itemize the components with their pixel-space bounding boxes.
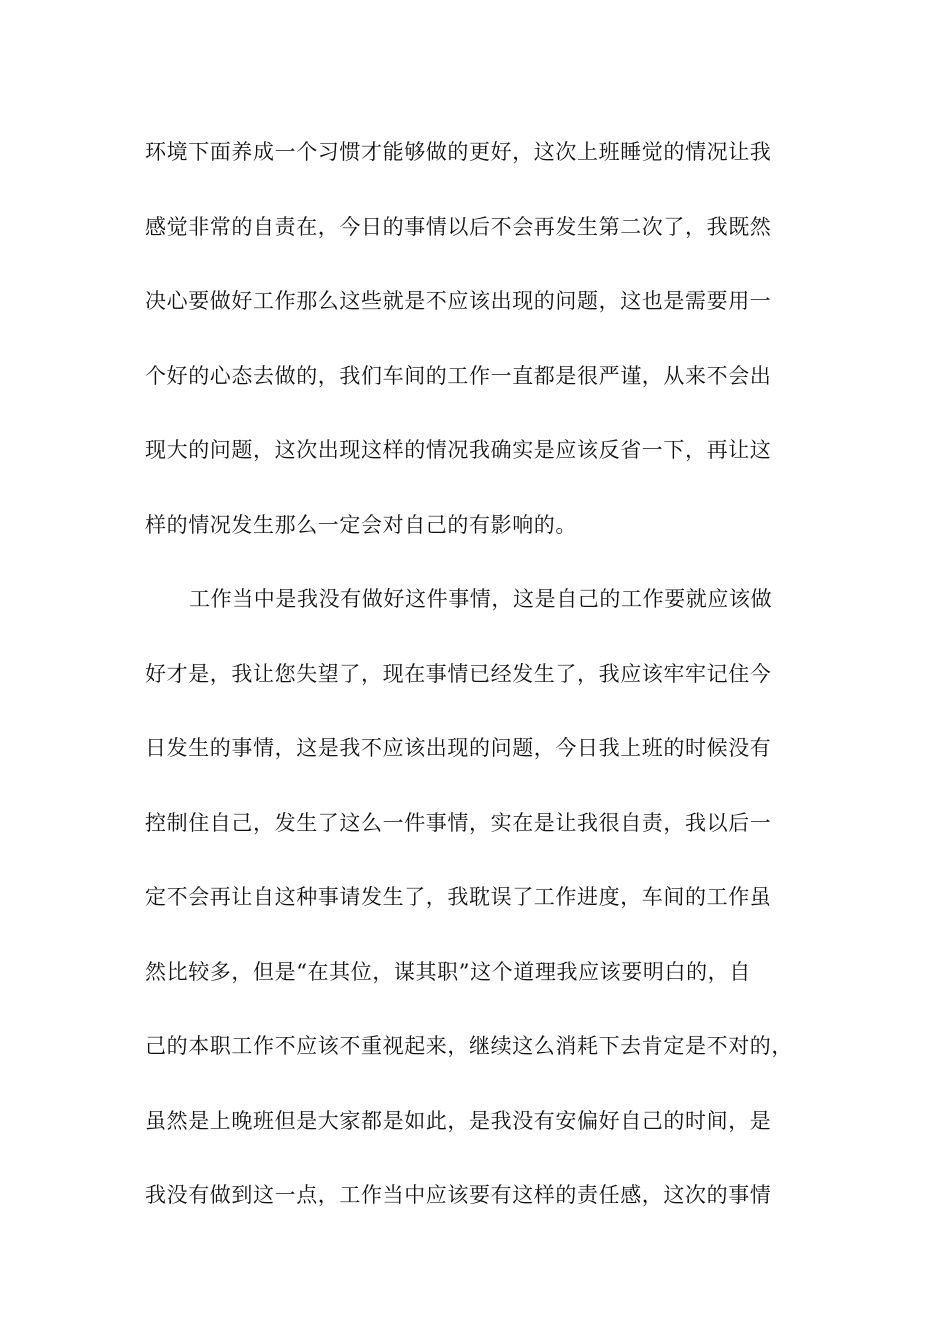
text-line: 控制住自己，发生了这么一件事情，实在是让我很自责，我以后一 — [145, 810, 772, 835]
text-line: 决心要做好工作那么这些就是不应该出现的问题，这也是需要用一 — [145, 289, 772, 313]
text-line: 好才是，我让您失望了，现在事情已经发生了，我应该牢牢记住今 — [145, 661, 772, 686]
body-text — [145, 132, 825, 1250]
text-line: 我没有做到这一点，工作当中应该要有这样的责任感，这次的事情 — [145, 1183, 772, 1207]
text-line: 个好的心态去做的，我们车间的工作一直都是很严谨，从来不会出 — [145, 363, 772, 388]
text-line: 定不会再让自这种事请发生了，我耽误了工作进度，车间的工作虽 — [145, 885, 772, 909]
text-line: 现大的问题，这次出现这样的情况我确实是应该反省一下，再让这 — [145, 438, 772, 462]
text-line: 虽然是上晚班但是大家都是如此，是我没有安偏好自己的时间，是 — [145, 1108, 772, 1133]
text-line: 环境下面养成一个习惯才能够做的更好，这次上班睡觉的情况让我 — [145, 140, 772, 164]
text-line: 然比较多，但是“在其位，谋其职”这个道理我应该要明白的，自 — [145, 959, 751, 984]
text-line: 感觉非常的自责在，今日的事情以后不会再发生第二次了，我既然 — [145, 214, 772, 239]
text-line: 日发生的事情，这是我不应该出现的问题，今日我上班的时候没有 — [145, 736, 772, 760]
text-line: 样的情况发生那么一定会对自己的有影响的。 — [145, 512, 577, 537]
paragraph-first-line: 工作当中是我没有做好这件事情，这是自己的工作要就应该做 — [189, 587, 773, 611]
text-line: 己的本职工作不应该不重视起来，继续这么消耗下去肯定是不对的， — [145, 1034, 793, 1058]
